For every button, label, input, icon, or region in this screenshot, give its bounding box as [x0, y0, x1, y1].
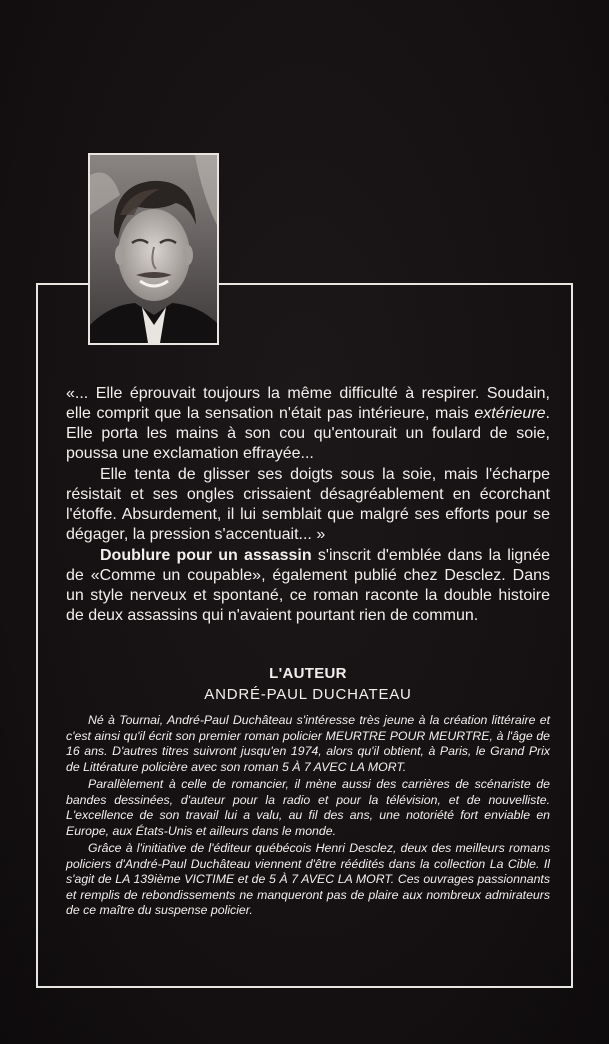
- author-section-heading: L'AUTEUR: [269, 665, 347, 682]
- excerpt-paragraph-1: «... Elle éprouvait toujours la même difficulté à respirer. Soudain, elle comprit que la sensation n'était pas intérieure, mais extérieure. Elle porta les mains à son cou qu'entourait un foulard de soie, poussa une exclamation effrayée...: [66, 385, 550, 462]
- author-portrait-illustration: [90, 155, 217, 343]
- excerpt-paragraph-2: Elle tenta de glisser ses doigts sous la soie, mais l'écharpe résistait et ses ongles crissaient désagréablement en écorchant l'étoffe. Absurdement, il lui semblait que malgré ses efforts pour se dégager, la pression s'accentuait... »: [66, 466, 550, 543]
- book-title: Doublure pour un assassin: [100, 547, 312, 564]
- bio-paragraph-3: Grâce à l'initiative de l'éditeur québécois Henri Desclez, deux des meilleurs romans policiers d'André-Paul Duchâteau viennent d'être réédités dans la collection La Cible. Il s'agit de LA 139ième VICTIME et de 5 À 7 AVEC LA MORT. Ces ouvrages passionnants et remplis de rebondissements ne manqueront pas de plaire aux nombreux admirateurs de ce maître du suspense policier.: [66, 841, 550, 917]
- book-summary-paragraph: Doublure pour un assassin s'inscrit d'emblée dans la lignée de «Comme un coupable», également publié chez Desclez. Dans un style nerveux et spontané, ce roman raconte la double histoire de deux assassins qui n'avaient pourtant rien de commun.: [66, 547, 550, 624]
- author-photo: [88, 153, 219, 345]
- bio-paragraph-1: Né à Tournai, André-Paul Duchâteau s'intéresse très jeune à la création littéraire et c'est ainsi qu'il écrit son premier roman policier MEURTRE POUR MEURTRE, à l'âge de 16 ans. D'autres titres suivront jusqu'en 1974, alors qu'il obtient, à Paris, le Grand Prix de Littérature policière avec son roman 5 À 7 AVEC LA MORT.: [66, 713, 550, 774]
- author-name: ANDRÉ-PAUL DUCHATEAU: [204, 686, 412, 703]
- bio-paragraph-2: Parallèlement à celle de romancier, il mène aussi des carrières de scénariste de bandes dessinées, d'auteur pour la radio et pour la télévision, et de nouvelliste. L'excellence de son travail lui a valu, au fil des ans, une notoriété fort enviable en Europe, aux États-Unis et ailleurs dans le monde.: [66, 777, 550, 838]
- excerpt-italic-word: extérieure: [474, 405, 546, 422]
- author-biography: [66, 713, 550, 919]
- excerpt-blurb: [66, 384, 550, 626]
